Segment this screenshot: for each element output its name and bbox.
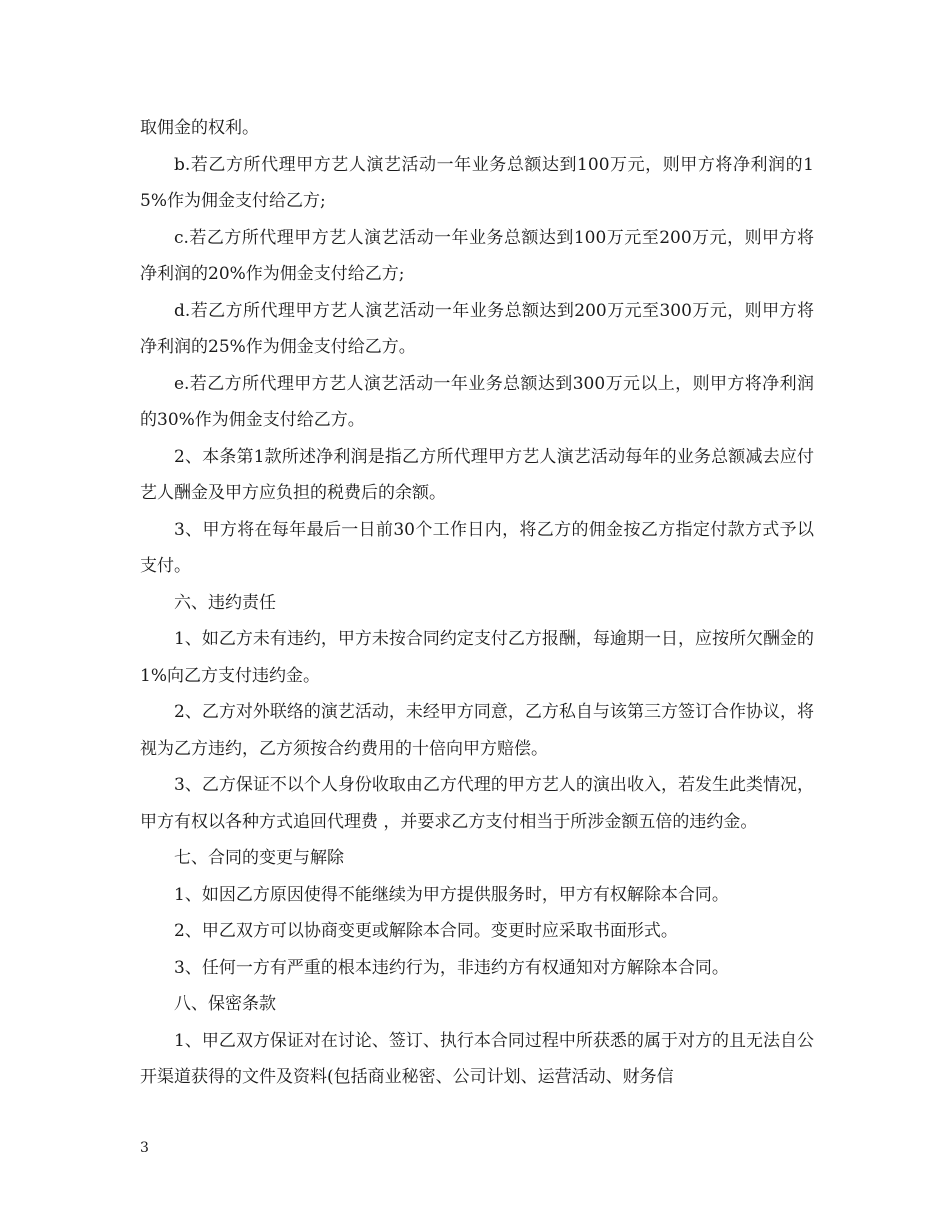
paragraph-breach-3: 3、乙方保证不以个人身份收取由乙方代理的甲方艺人的演出收入，若发生此类情况，甲方有权以各种方式追回代理费 ，并要求乙方支付相当于所涉金额五倍的违约金。 <box>140 775 814 832</box>
paragraph-breach-1: 1、如乙方未有违约，甲方未按合同约定支付乙方报酬，每逾期一日，应按所欠酬金的1%向乙方支付违约金。 <box>140 629 814 686</box>
section-heading-change-termination: 七、合同的变更与解除 <box>174 848 344 868</box>
paragraph-payment-timing: 3、甲方将在每年最后一日前30个工作日内，将乙方的佣金按乙方指定付款方式予以支付。 <box>140 519 814 576</box>
paragraph-termination-3: 3、任何一方有严重的根本违约行为，非违约方有权通知对方解除本合同。 <box>174 957 729 978</box>
paragraph-termination-2: 2、甲乙双方可以协商变更或解除本合同。变更时应采取书面形式。 <box>174 921 678 941</box>
paragraph-clause-e: e.若乙方所代理甲方艺人演艺活动一年业务总额达到300万元以上，则甲方将净利润的30%作为佣金支付给乙方。 <box>140 373 814 430</box>
section-heading-breach: 六、违约责任 <box>174 592 276 613</box>
paragraph-breach-2: 2、乙方对外联络的演艺活动，未经甲方同意，乙方私自与该第三方签订合作协议，将视为乙方违约，乙方须按合约费用的十倍向甲方赔偿。 <box>140 702 814 759</box>
paragraph-net-profit-definition: 2、本条第1款所述净利润是指乙方所代理甲方艺人演艺活动每年的业务总额减去应付艺人酬金及甲方应负担的税费后的余额。 <box>140 446 814 503</box>
paragraph-continuation: 取佣金的权利。 <box>140 118 259 138</box>
paragraph-clause-b: b.若乙方所代理甲方艺人演艺活动一年业务总额达到100万元，则甲方将净利润的15%作为佣金支付给乙方; <box>140 154 814 211</box>
paragraph-clause-c: c.若乙方所代理甲方艺人演艺活动一年业务总额达到100万元至200万元，则甲方将净利润的20%作为佣金支付给乙方; <box>140 227 814 284</box>
page-number: 3 <box>140 1140 149 1156</box>
document-body <box>140 110 814 1096</box>
paragraph-termination-1: 1、如因乙方原因使得不能继续为甲方提供服务时，甲方有权解除本合同。 <box>174 884 729 905</box>
section-heading-confidentiality: 八、保密条款 <box>174 994 276 1014</box>
paragraph-confidentiality-1: 1、甲乙双方保证对在讨论、签订、执行本合同过程中所获悉的属于对方的且无法自公开渠道获得的文件及资料(包括商业秘密、公司计划、运营活动、财务信 <box>140 1030 814 1087</box>
paragraph-clause-d: d.若乙方所代理甲方艺人演艺活动一年业务总额达到200万元至300万元，则甲方将净利润的25%作为佣金支付给乙方。 <box>140 300 814 357</box>
